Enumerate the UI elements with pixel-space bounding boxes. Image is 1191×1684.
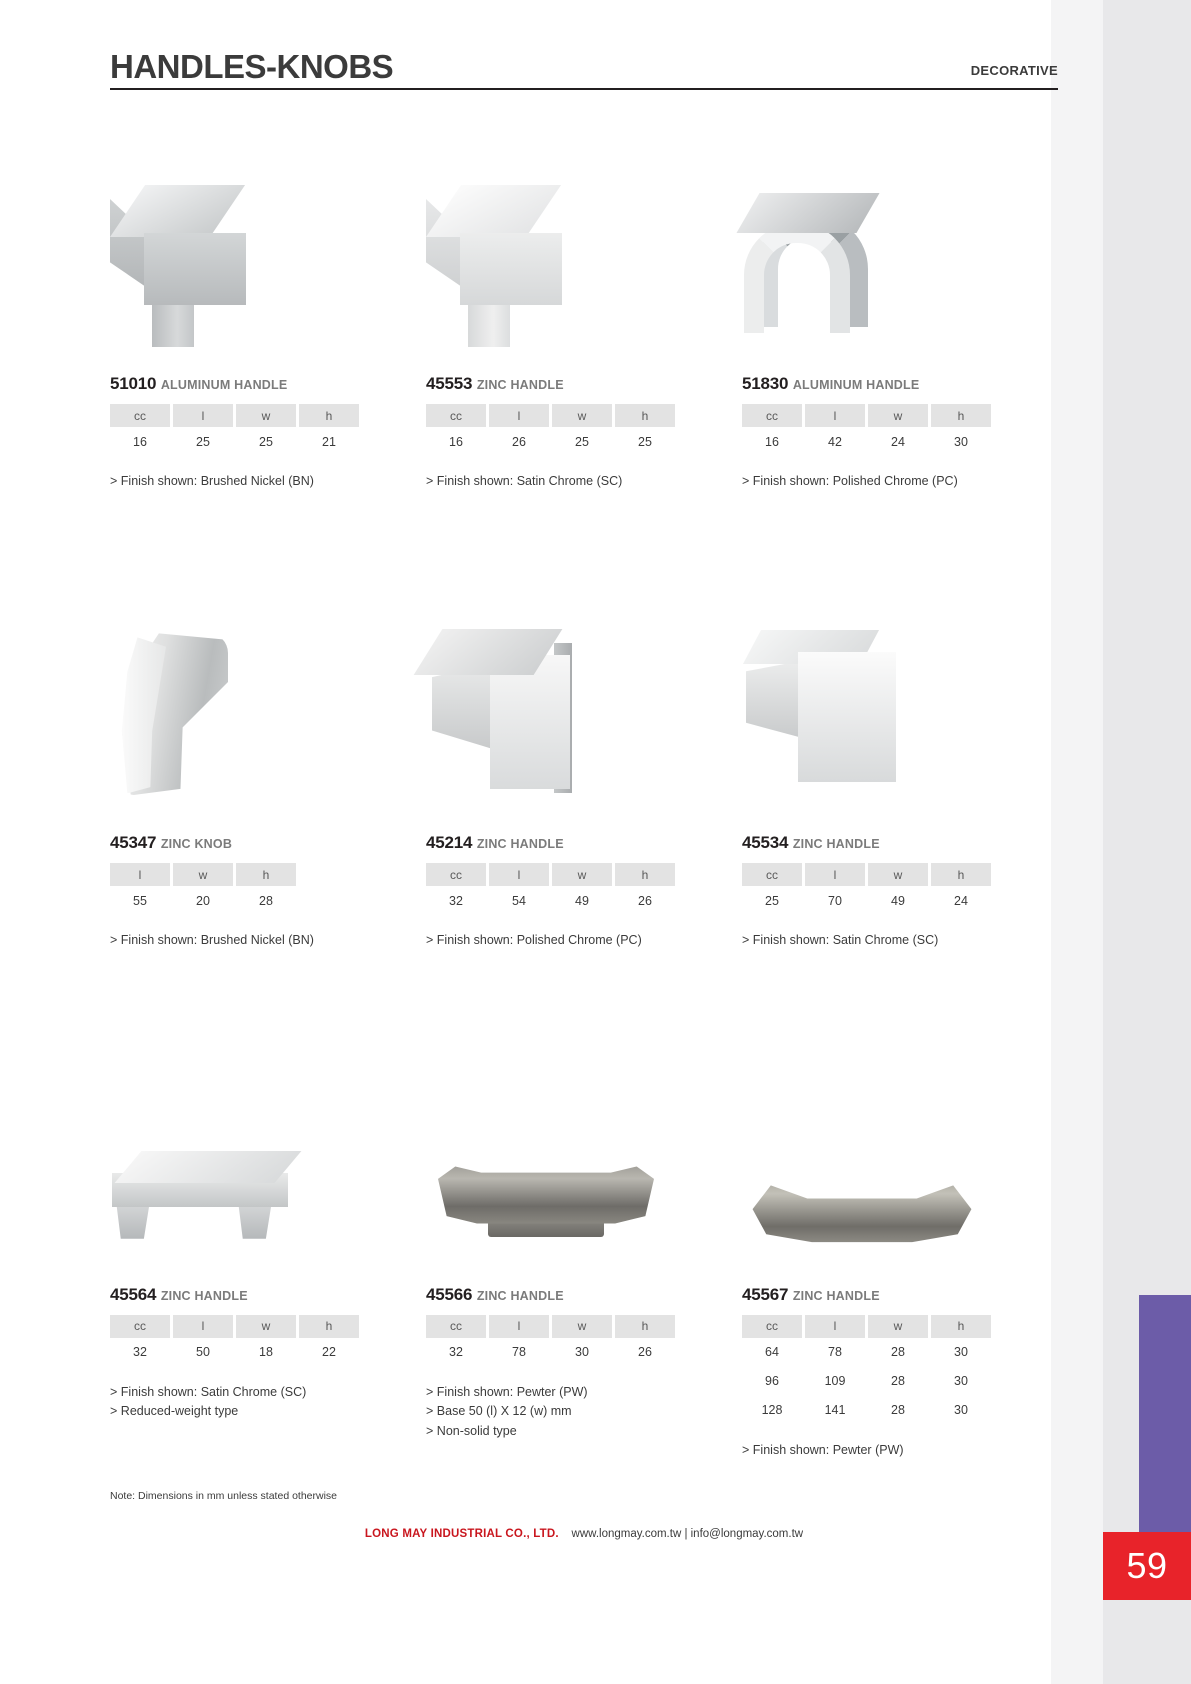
cell-w: 24 <box>891 434 905 449</box>
product-card-51010 <box>110 170 426 491</box>
product-desc: ALUMINUM HANDLE <box>792 378 920 392</box>
dimensions-table <box>423 404 678 456</box>
product-code: 45214 <box>426 833 473 853</box>
product-code: 45534 <box>742 833 789 853</box>
product-title <box>426 833 722 853</box>
table-row <box>426 427 675 456</box>
cell-cc: 64 <box>765 1345 779 1360</box>
note-item: > Non-solid type <box>426 1423 517 1438</box>
product-card-45553 <box>426 170 742 491</box>
cell-l: 26 <box>512 434 526 449</box>
product-desc: ZINC HANDLE <box>160 1288 248 1303</box>
col-l: l <box>173 1315 233 1338</box>
product-title <box>742 833 1038 853</box>
product-code: 45347 <box>110 833 157 853</box>
product-desc: ZINC HANDLE <box>792 1288 880 1303</box>
note-item: > Finish shown: Pewter (PW) <box>426 1384 588 1399</box>
cell-l: 42 <box>828 434 842 449</box>
col-l: l <box>489 404 549 427</box>
dimensions-table <box>107 1315 362 1367</box>
col-w: w <box>552 863 612 886</box>
note-text: Finish shown: Satin Chrome (SC) <box>752 933 939 948</box>
table-row <box>742 1367 991 1396</box>
cell-cc: 32 <box>449 893 463 908</box>
company-web: www.longmay.com.tw | info@longmay.com.tw <box>571 1528 804 1540</box>
product-row <box>110 170 1058 491</box>
col-l: l <box>489 1315 549 1338</box>
col-w: w <box>868 1315 928 1338</box>
cell-cc: 32 <box>133 1345 147 1360</box>
product-desc: ZINC HANDLE <box>792 837 880 852</box>
note-text: Finish shown: Pewter (PW) <box>752 1442 904 1457</box>
cell-w: 18 <box>259 1345 273 1360</box>
product-row <box>110 609 1058 950</box>
dimensions-table <box>423 863 678 915</box>
col-h: h <box>236 863 296 886</box>
dimensions-table <box>423 1315 678 1367</box>
product-card-45214 <box>426 609 742 950</box>
col-w: w <box>552 404 612 427</box>
table-row <box>110 886 296 915</box>
note-text: Finish shown: Pewter (PW) <box>436 1384 588 1399</box>
col-cc: cc <box>110 1315 170 1338</box>
page-header <box>110 30 1058 90</box>
note-text: Base 50 (l) X 12 (w) mm <box>436 1404 572 1419</box>
product-image-45553 <box>426 170 722 350</box>
note-item: > Finish shown: Brushed Nickel (BN) <box>110 933 314 948</box>
product-image-45566 <box>426 1141 722 1261</box>
note-text: Finish shown: Brushed Nickel (BN) <box>120 933 314 948</box>
product-title <box>110 833 406 853</box>
col-l: l <box>489 863 549 886</box>
col-cc: cc <box>742 863 802 886</box>
col-l: l <box>805 404 865 427</box>
cell-h: 30 <box>954 1374 968 1389</box>
note-item: > Finish shown: Polished Chrome (PC) <box>426 933 642 948</box>
col-h: h <box>299 404 359 427</box>
cell-w: 25 <box>575 434 589 449</box>
page-title: HANDLES-KNOBS <box>110 48 394 85</box>
product-notes <box>742 1441 1038 1460</box>
dimensions-table <box>107 404 362 456</box>
product-card-51830 <box>742 170 1058 491</box>
table-row <box>426 1338 675 1367</box>
table-row <box>742 886 991 915</box>
cell-l: 54 <box>512 893 526 908</box>
note-item: > Finish shown: Polished Chrome (PC) <box>742 474 958 488</box>
product-desc: ZINC KNOB <box>160 837 233 852</box>
cell-l: 50 <box>196 1345 210 1360</box>
col-l: l <box>805 863 865 886</box>
zinc-curved-knob-icon <box>110 619 260 809</box>
col-cc: cc <box>742 1315 802 1338</box>
table-row <box>742 427 991 456</box>
note-text: Reduced-weight type <box>120 1404 239 1419</box>
product-title <box>742 374 1038 394</box>
note-text: Finish shown: Polished Chrome (PC) <box>436 933 642 948</box>
cell-h: 21 <box>322 434 336 449</box>
product-image-51010 <box>110 170 406 350</box>
category-label: DECORATIVE <box>970 63 1058 78</box>
col-h: h <box>931 1315 991 1338</box>
pewter-bar-handle-icon <box>742 1171 982 1261</box>
cell-h: 24 <box>954 893 968 908</box>
cell-h: 30 <box>954 1403 968 1418</box>
product-code: 45567 <box>742 1284 789 1304</box>
table-row <box>426 886 675 915</box>
product-image-45214 <box>426 609 722 809</box>
product-code: 51830 <box>742 374 789 393</box>
cell-w: 28 <box>891 1374 905 1389</box>
product-desc: ZINC HANDLE <box>476 378 564 392</box>
cell-h: 28 <box>259 893 273 908</box>
cell-w: 49 <box>891 893 905 908</box>
cell-w: 30 <box>575 1345 589 1360</box>
cell-cc: 96 <box>765 1374 779 1389</box>
product-image-45564 <box>110 1141 406 1261</box>
pewter-handle-with-base-icon <box>426 1151 666 1261</box>
product-notes <box>110 931 406 950</box>
col-l: l <box>173 404 233 427</box>
col-h: h <box>931 863 991 886</box>
product-title <box>426 374 722 394</box>
cell-l: 141 <box>824 1403 846 1418</box>
product-notes <box>426 1383 722 1441</box>
note-item: > Base 50 (l) X 12 (w) mm <box>426 1404 572 1419</box>
dimensions-table <box>739 404 994 456</box>
product-card-45564 <box>110 1141 426 1460</box>
product-code: 45564 <box>110 1284 157 1304</box>
cell-l: 55 <box>133 893 147 908</box>
col-h: h <box>299 1315 359 1338</box>
product-image-51830 <box>742 170 1038 350</box>
dimensions-table <box>107 863 299 915</box>
product-notes <box>110 472 406 491</box>
dimensions-table <box>739 1315 994 1425</box>
note-item: > Reduced-weight type <box>110 1404 239 1419</box>
zinc-pull-handle-icon <box>110 1151 310 1261</box>
cell-l: 78 <box>512 1345 526 1360</box>
cell-cc: 25 <box>765 893 779 908</box>
note-text: Finish shown: Polished Chrome (PC) <box>752 474 958 488</box>
table-header-row <box>742 863 991 886</box>
col-cc: cc <box>426 404 486 427</box>
table-header-row <box>426 404 675 427</box>
cell-w: 28 <box>891 1403 905 1418</box>
product-notes <box>426 472 722 491</box>
cell-cc: 16 <box>765 434 779 449</box>
cell-w: 25 <box>259 434 273 449</box>
zinc-angled-handle-icon <box>426 619 586 809</box>
cell-cc: 128 <box>761 1403 783 1418</box>
product-code: 51010 <box>110 374 157 393</box>
col-h: h <box>615 404 675 427</box>
table-header-row <box>426 863 675 886</box>
cell-h: 22 <box>322 1345 336 1360</box>
page-number: 59 <box>1103 1532 1191 1600</box>
table-header-row <box>110 1315 359 1338</box>
cell-cc: 32 <box>449 1345 463 1360</box>
product-code: 45553 <box>426 374 473 393</box>
cell-l: 70 <box>828 893 842 908</box>
cell-l: 78 <box>828 1345 842 1360</box>
col-l: l <box>110 863 170 886</box>
table-header-row <box>426 1315 675 1338</box>
col-w: w <box>868 404 928 427</box>
col-l: l <box>805 1315 865 1338</box>
note-item: > Finish shown: Satin Chrome (SC) <box>426 474 623 488</box>
cell-h: 30 <box>954 1345 968 1360</box>
product-code: 45566 <box>426 1284 473 1304</box>
product-notes <box>426 931 722 950</box>
cell-h: 26 <box>638 1345 652 1360</box>
product-title <box>110 1285 406 1305</box>
product-notes <box>110 1383 406 1422</box>
cell-w: 28 <box>891 1345 905 1360</box>
cell-w: 49 <box>575 893 589 908</box>
product-card-45566 <box>426 1141 742 1460</box>
cell-cc: 16 <box>449 434 463 449</box>
table-header-row <box>110 404 359 427</box>
company-name: LONG MAY INDUSTRIAL CO., LTD. <box>364 1528 559 1540</box>
table-row <box>742 1338 991 1367</box>
table-header-row <box>742 404 991 427</box>
note-text: Finish shown: Satin Chrome (SC) <box>120 1384 307 1399</box>
product-image-45567 <box>742 1141 1038 1261</box>
table-header-row <box>110 863 296 886</box>
col-h: h <box>931 404 991 427</box>
cell-cc: 16 <box>133 434 147 449</box>
col-cc: cc <box>426 1315 486 1338</box>
note-text: Finish shown: Brushed Nickel (BN) <box>120 474 314 488</box>
product-image-45347 <box>110 609 406 809</box>
col-h: h <box>615 1315 675 1338</box>
aluminum-arch-handle-icon <box>742 185 892 350</box>
product-desc: ZINC HANDLE <box>476 837 564 852</box>
cell-l: 25 <box>196 434 210 449</box>
product-card-45347 <box>110 609 426 950</box>
cell-h: 25 <box>638 434 652 449</box>
cell-w: 20 <box>196 893 210 908</box>
col-cc: cc <box>110 404 170 427</box>
col-cc: cc <box>742 404 802 427</box>
zinc-square-handle-icon <box>742 624 902 809</box>
page-footer <box>110 1528 1058 1540</box>
note-item: > Finish shown: Brushed Nickel (BN) <box>110 474 314 488</box>
product-image-45534 <box>742 609 1038 809</box>
product-row <box>110 1141 1058 1460</box>
product-notes <box>742 472 1038 491</box>
product-title <box>110 374 406 394</box>
product-card-45534 <box>742 609 1058 950</box>
product-desc: ALUMINUM HANDLE <box>160 378 288 392</box>
product-title <box>742 1285 1038 1305</box>
footnote: Note: Dimensions in mm unless stated otherwise <box>110 1490 338 1502</box>
table-row <box>742 1396 991 1425</box>
product-card-45567 <box>742 1141 1058 1460</box>
product-notes <box>742 931 1038 950</box>
table-header-row <box>742 1315 991 1338</box>
product-desc: ZINC HANDLE <box>476 1288 564 1303</box>
table-row <box>110 427 359 456</box>
dimensions-table <box>739 863 994 915</box>
note-item: > Finish shown: Satin Chrome (SC) <box>742 933 939 948</box>
product-title <box>426 1285 722 1305</box>
col-h: h <box>615 863 675 886</box>
section-color-tab <box>1139 1295 1191 1545</box>
col-w: w <box>236 404 296 427</box>
note-item: > Finish shown: Pewter (PW) <box>742 1442 904 1457</box>
zinc-square-knob-icon <box>426 185 576 350</box>
cell-l: 109 <box>824 1374 846 1389</box>
note-text: Non-solid type <box>436 1423 517 1438</box>
note-item: > Finish shown: Satin Chrome (SC) <box>110 1384 307 1399</box>
col-cc: cc <box>426 863 486 886</box>
note-text: Finish shown: Satin Chrome (SC) <box>436 474 623 488</box>
cell-h: 30 <box>954 434 968 449</box>
right-margin-band-inner <box>1051 0 1103 1684</box>
product-grid <box>110 170 1058 1460</box>
col-w: w <box>173 863 233 886</box>
col-w: w <box>552 1315 612 1338</box>
col-w: w <box>236 1315 296 1338</box>
aluminum-square-knob-icon <box>110 185 260 350</box>
table-row <box>110 1338 359 1367</box>
col-w: w <box>868 863 928 886</box>
cell-h: 26 <box>638 893 652 908</box>
